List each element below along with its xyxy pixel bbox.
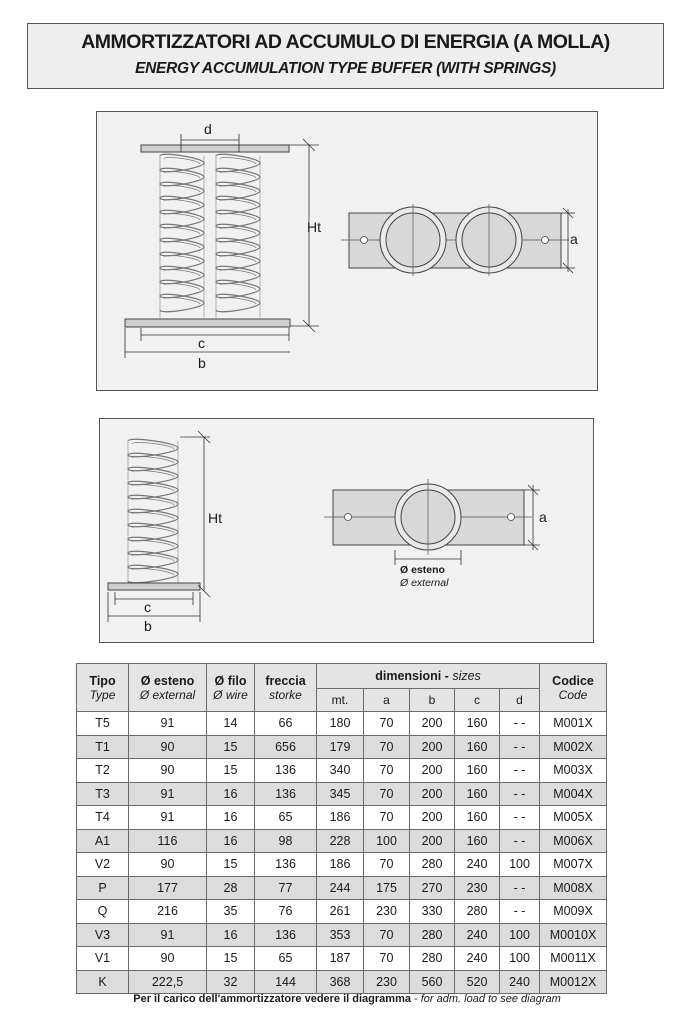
table-cell: M008X	[540, 876, 607, 900]
table-cell: 70	[364, 735, 410, 759]
table-cell: 160	[455, 782, 500, 806]
table-row	[77, 806, 607, 830]
table-cell: K	[77, 970, 129, 994]
table-cell: 91	[129, 712, 207, 736]
table-cell: 160	[455, 759, 500, 783]
table-cell: M0011X	[540, 947, 607, 971]
table-cell: 90	[129, 853, 207, 877]
table-cell: Q	[77, 900, 129, 924]
table-cell: A1	[77, 829, 129, 853]
left-spring	[160, 154, 204, 318]
table-cell: 70	[364, 923, 410, 947]
table-cell: 16	[207, 923, 255, 947]
table-cell: 230	[364, 900, 410, 924]
single-spring	[128, 439, 178, 583]
table-cell: 160	[455, 806, 500, 830]
table-row	[77, 970, 607, 994]
table-cell: 16	[207, 782, 255, 806]
table-cell: 90	[129, 735, 207, 759]
table-cell: - -	[500, 759, 540, 783]
table-cell: 261	[317, 900, 364, 924]
table-cell: 28	[207, 876, 255, 900]
table-cell: 100	[500, 923, 540, 947]
title-english: ENERGY ACCUMULATION TYPE BUFFER (WITH SPRINGS)	[135, 60, 556, 77]
table-cell: 15	[207, 759, 255, 783]
table-cell: 175	[364, 876, 410, 900]
table-cell: 15	[207, 735, 255, 759]
table-cell: 136	[255, 782, 317, 806]
table-row	[77, 900, 607, 924]
table-cell: 200	[410, 782, 455, 806]
dim-label-c-2: c	[144, 599, 151, 615]
table-cell: 136	[255, 853, 317, 877]
table-cell: - -	[500, 806, 540, 830]
table-cell: 70	[364, 806, 410, 830]
footnote-english: - for adm. load to see diagram	[410, 993, 561, 1005]
table-cell: 70	[364, 712, 410, 736]
table-cell: 280	[410, 947, 455, 971]
table-cell: 340	[317, 759, 364, 783]
table-cell: 368	[317, 970, 364, 994]
table-cell: V3	[77, 923, 129, 947]
title-italian: AMMORTIZZATORI AD ACCUMULO DI ENERGIA (A MOLLA)	[81, 31, 610, 53]
table-cell: M009X	[540, 900, 607, 924]
table-cell: 240	[455, 923, 500, 947]
header-sub-mt: mt.	[317, 689, 364, 712]
table-cell: - -	[500, 876, 540, 900]
table-cell: 230	[364, 970, 410, 994]
table-cell: 353	[317, 923, 364, 947]
table-cell: 187	[317, 947, 364, 971]
table-cell: 91	[129, 923, 207, 947]
table-cell: 116	[129, 829, 207, 853]
table-cell: 91	[129, 806, 207, 830]
dim-label-c: c	[198, 335, 205, 351]
table-cell: T3	[77, 782, 129, 806]
table-cell: 200	[410, 759, 455, 783]
table-cell: 100	[500, 947, 540, 971]
table-cell: - -	[500, 900, 540, 924]
table-row	[77, 853, 607, 877]
table-cell: - -	[500, 712, 540, 736]
dim-label-ht: Ht	[307, 219, 321, 235]
table-cell: 70	[364, 782, 410, 806]
table-cell: 76	[255, 900, 317, 924]
header-sub-a: a	[364, 689, 410, 712]
table-row	[77, 876, 607, 900]
table-cell: 179	[317, 735, 364, 759]
table-cell: M004X	[540, 782, 607, 806]
table-cell: 98	[255, 829, 317, 853]
table-row	[77, 829, 607, 853]
table-row	[77, 712, 607, 736]
table-cell: 280	[455, 900, 500, 924]
dim-label-b-2: b	[144, 618, 152, 634]
table-cell: M007X	[540, 853, 607, 877]
table-cell: 136	[255, 759, 317, 783]
header-dimensioni: dimensioni - sizes	[317, 664, 540, 689]
table-cell: 240	[455, 947, 500, 971]
table-cell: 177	[129, 876, 207, 900]
table-cell: 70	[364, 947, 410, 971]
table-cell: 65	[255, 947, 317, 971]
table-cell: 186	[317, 806, 364, 830]
header-codice: Codice Code	[540, 664, 607, 712]
table-cell: 14	[207, 712, 255, 736]
table-row	[77, 923, 607, 947]
table-cell: M0010X	[540, 923, 607, 947]
table-cell: 90	[129, 947, 207, 971]
table-cell: 160	[455, 829, 500, 853]
table-cell: 66	[255, 712, 317, 736]
header-sub-d: d	[500, 689, 540, 712]
table-cell: - -	[500, 829, 540, 853]
table-cell: 32	[207, 970, 255, 994]
header-tipo: Tipo Type	[77, 664, 129, 712]
table-cell: M005X	[540, 806, 607, 830]
single-spring-diagram	[99, 418, 594, 643]
table-cell: 230	[455, 876, 500, 900]
table-cell: 520	[455, 970, 500, 994]
footnote	[0, 993, 694, 1005]
table-cell: 560	[410, 970, 455, 994]
table-cell: V2	[77, 853, 129, 877]
table-cell: T1	[77, 735, 129, 759]
external-diameter-label-en: Ø external	[400, 577, 449, 589]
header-filo: Ø filo Ø wire	[207, 664, 255, 712]
table-cell: 16	[207, 806, 255, 830]
dim-label-ht-2: Ht	[208, 510, 222, 526]
table-cell: 240	[455, 853, 500, 877]
header-freccia: freccia storke	[255, 664, 317, 712]
dim-label-d: d	[204, 121, 212, 137]
table-cell: 100	[364, 829, 410, 853]
table-cell: 65	[255, 806, 317, 830]
external-diameter-label: Ø esteno	[400, 564, 445, 576]
table-cell: 270	[410, 876, 455, 900]
table-cell: 200	[410, 735, 455, 759]
table-row	[77, 782, 607, 806]
table-cell: 15	[207, 947, 255, 971]
table-cell: 280	[410, 923, 455, 947]
table-cell: 280	[410, 853, 455, 877]
specification-table	[76, 663, 607, 994]
table-cell: 91	[129, 782, 207, 806]
table-cell: 216	[129, 900, 207, 924]
table-cell: 90	[129, 759, 207, 783]
dim-label-a-2: a	[539, 509, 547, 525]
table-row	[77, 735, 607, 759]
table-cell: 16	[207, 829, 255, 853]
table-row	[77, 759, 607, 783]
table-cell: 77	[255, 876, 317, 900]
table-cell: 222,5	[129, 970, 207, 994]
header-esteno: Ø esteno Ø external	[129, 664, 207, 712]
table-cell: 186	[317, 853, 364, 877]
single-spring-drawing	[100, 419, 595, 644]
table-cell: 70	[364, 853, 410, 877]
table-cell: T2	[77, 759, 129, 783]
table-cell: 656	[255, 735, 317, 759]
table-cell: 35	[207, 900, 255, 924]
table-cell: 244	[317, 876, 364, 900]
table-cell: T5	[77, 712, 129, 736]
header-sub-b: b	[410, 689, 455, 712]
table-cell: M002X	[540, 735, 607, 759]
table-cell: 330	[410, 900, 455, 924]
table-cell: - -	[500, 735, 540, 759]
table-cell: 100	[500, 853, 540, 877]
table-cell: 180	[317, 712, 364, 736]
table-cell: 136	[255, 923, 317, 947]
table-cell: M0012X	[540, 970, 607, 994]
double-spring-diagram	[96, 111, 598, 391]
specification-table-body	[77, 712, 607, 994]
table-cell: 70	[364, 759, 410, 783]
table-cell: 200	[410, 712, 455, 736]
table-row	[77, 947, 607, 971]
table-cell: V1	[77, 947, 129, 971]
table-cell: 345	[317, 782, 364, 806]
dim-label-a: a	[570, 231, 578, 247]
table-cell: - -	[500, 782, 540, 806]
table-cell: 200	[410, 829, 455, 853]
table-cell: M003X	[540, 759, 607, 783]
table-cell: 160	[455, 735, 500, 759]
table-cell: 15	[207, 853, 255, 877]
table-cell: T4	[77, 806, 129, 830]
right-spring	[216, 154, 260, 318]
footnote-italian: Per il carico dell'ammortizzatore vedere il diagramma	[133, 993, 411, 1005]
table-cell: 240	[500, 970, 540, 994]
table-cell: 200	[410, 806, 455, 830]
header-sub-c: c	[455, 689, 500, 712]
double-spring-drawing	[97, 112, 599, 392]
table-cell: 160	[455, 712, 500, 736]
table-cell: P	[77, 876, 129, 900]
table-cell: 228	[317, 829, 364, 853]
table-cell: M006X	[540, 829, 607, 853]
table-cell: M001X	[540, 712, 607, 736]
document-header	[27, 23, 664, 89]
dim-label-b: b	[198, 355, 206, 371]
table-cell: 144	[255, 970, 317, 994]
